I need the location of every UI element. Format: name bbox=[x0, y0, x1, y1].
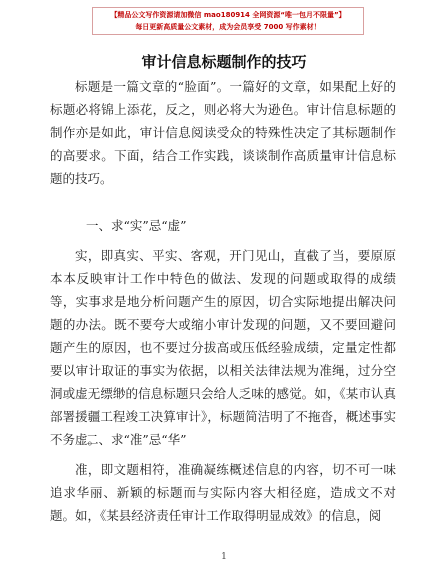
section-2-heading: 二、求“准”忌“华” bbox=[86, 432, 187, 447]
intro-paragraph: 标题是一篇文章的“脸面”。一篇好的文章，如果配上好的标题必将锦上添花，反之，则必将大为逊色。审计信息标题的制作亦是如此，审计信息阅读受众的特殊性决定了其标题制作的高要求。下面，结合工作实践，谈谈制作高质量审计信息标题的技巧。 bbox=[50, 79, 396, 186]
section-2-paragraph: 准，即文题相符，准确凝练概述信息的内容，切不可一味追求华丽、新颖的标题而与实际内容大相径庭，造成文不对题。如，《某县经济责任审计工作取得明显成效》的信息，阅 bbox=[50, 462, 396, 523]
banner-line-2: 每日更新高质量公文素材，成为会员享受 7000 写作素材！ bbox=[135, 23, 321, 31]
document-title: 审计信息标题制作的技巧 bbox=[141, 53, 307, 71]
page-number: 1 bbox=[221, 552, 227, 562]
banner-line-1: 【精品公文写作资源请加微信 mao180914 全网资源“唯一包月不限量”】 bbox=[110, 11, 346, 19]
section-1-paragraph: 实，即真实、平实、客观，开门见山，直截了当，要原原本本反映审计工作中特色的做法、发现的问题或取得的成绩等，实事求是地分析问题产生的原因，切合实际地提出解决问题的办法。既不要夸大或缩小审计发现的问题，又不要回避问题产生的原因，也不要过分拔高或压低经验成绩，定量定性都要以审计取证的事实为依据，以相关法律法规为准绳，过分空洞或虚无缥缈的信息标题只会给人乏味的感觉。如，《某市认真部署援疆工程竣工决算审计》，标题简洁明了不拖沓，概述事实不务虚。 bbox=[50, 248, 396, 447]
section-1-heading: 一、求“实”忌“虚” bbox=[86, 218, 187, 233]
header-banner bbox=[92, 7, 364, 35]
